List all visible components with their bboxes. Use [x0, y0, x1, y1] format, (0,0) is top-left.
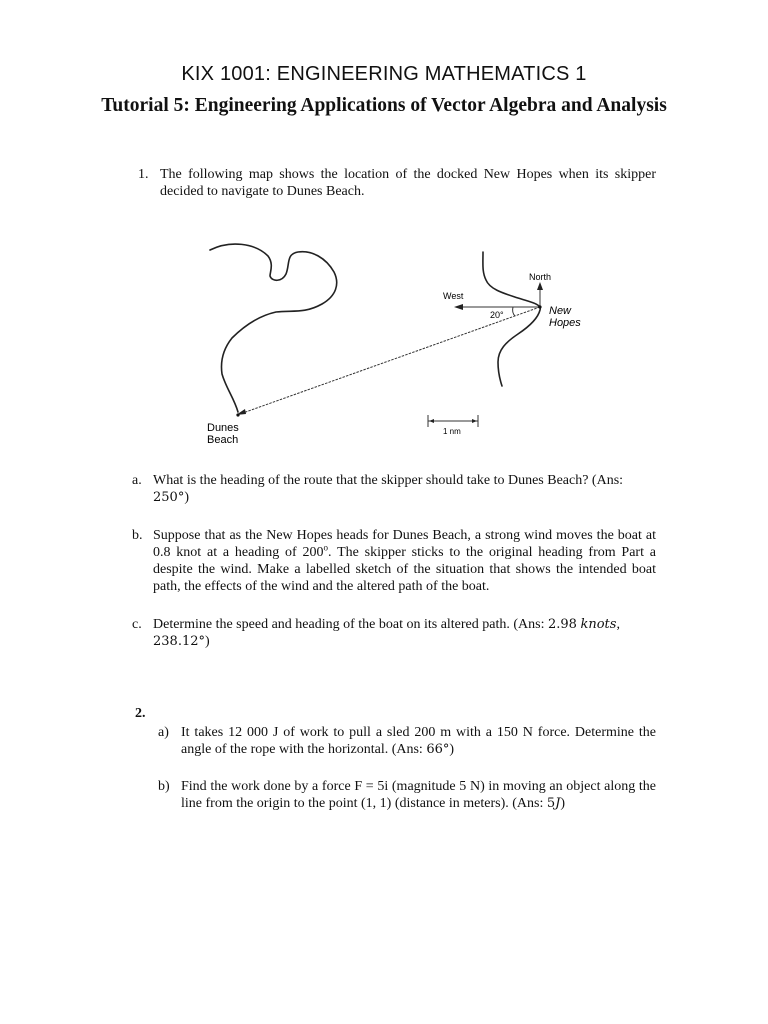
- q2a-close: ): [449, 742, 455, 757]
- north-arrowhead: [537, 282, 543, 290]
- route-line: [240, 307, 540, 414]
- dunes-beach-marker: [236, 413, 239, 416]
- q1b-text-part2: . The skipper sticks to the original heading from Part a despite the wind. Make a labelled sketch of the situation that shows the intended boat path, the effects of the wind and the altered path of the boat.: [153, 545, 657, 594]
- q1b-label: b.: [132, 528, 143, 543]
- q1a-label: a.: [132, 473, 142, 488]
- new-hopes-label-1: New: [549, 305, 572, 317]
- q1c-answer-unit: knots: [580, 617, 617, 632]
- q1c-comma: ,: [616, 617, 620, 632]
- new-hopes-label-2: Hopes: [549, 317, 581, 329]
- q1c-answer-speed: 2.98: [548, 617, 577, 632]
- north-label: North: [529, 272, 552, 282]
- map-figure: [200, 238, 600, 452]
- angle-arc: [513, 307, 515, 316]
- q2a-question: It takes 12 000 J of work to pull a sled 200 m with a 150 N force. Determine the angle of the rope with the horizontal. (Ans:: [181, 725, 656, 757]
- q1c-text: [153, 616, 656, 650]
- q2b-answer-unit: J: [555, 796, 561, 811]
- course-title: KIX 1001: ENGINEERING MATHEMATICS 1: [181, 63, 587, 85]
- q2b-label: b): [158, 779, 170, 794]
- q1a-close: ): [184, 490, 189, 505]
- angle-label: 20°: [490, 310, 504, 320]
- q2a-label: a): [158, 725, 169, 740]
- q1b-text-part1: Suppose that as the New Hopes heads for Dunes Beach, a strong wind moves the boat at 0.8 knot at a heading of 200: [153, 528, 656, 560]
- q2b-close: ): [560, 796, 566, 811]
- dunes-beach-label-1: Dunes: [207, 422, 239, 434]
- dunes-beach-label-2: Beach: [207, 434, 239, 446]
- west-coastline: [210, 244, 337, 412]
- west-arrowhead: [454, 304, 463, 310]
- scale-arrow-left: [429, 419, 434, 423]
- q2a-text: [181, 724, 656, 758]
- q2a-answer: 66°: [426, 742, 450, 757]
- q2b-answer-number: 5: [546, 796, 556, 811]
- q2b-text: [181, 778, 656, 812]
- q1b-text: [153, 527, 656, 595]
- q1a-question: What is the heading of the route that the skipper should take to Dunes Beach? (Ans:: [153, 473, 624, 488]
- scale-label: 1 nm: [443, 427, 461, 436]
- west-label: West: [443, 291, 464, 301]
- q1-intro: The following map shows the location of the docked New Hopes when its skipper decided to navigate to Dunes Beach.: [160, 167, 656, 199]
- tutorial-title: Tutorial 5: Engineering Applications of Vector Algebra and Analysis: [101, 95, 667, 116]
- q1c-label: c.: [132, 617, 142, 632]
- q1c-question: Determine the speed and heading of the boat on its altered path. (Ans:: [153, 617, 548, 632]
- q1-number: 1.: [138, 167, 149, 182]
- q1a-answer: 250°: [153, 490, 185, 505]
- q2b-question: Find the work done by a force F = 5i (magnitude 5 N) in moving an object along the line from the origin to the point (1, 1) (distance in meters). (Ans:: [181, 779, 656, 811]
- q1c-answer-heading: 238.12°: [153, 634, 205, 649]
- q1b-degree: o: [323, 542, 329, 553]
- new-hopes-marker: [538, 305, 541, 308]
- q1c-close: ): [205, 634, 210, 649]
- scale-arrow-right: [472, 419, 477, 423]
- q2-number: 2.: [135, 706, 146, 721]
- q1a-text: [153, 472, 656, 506]
